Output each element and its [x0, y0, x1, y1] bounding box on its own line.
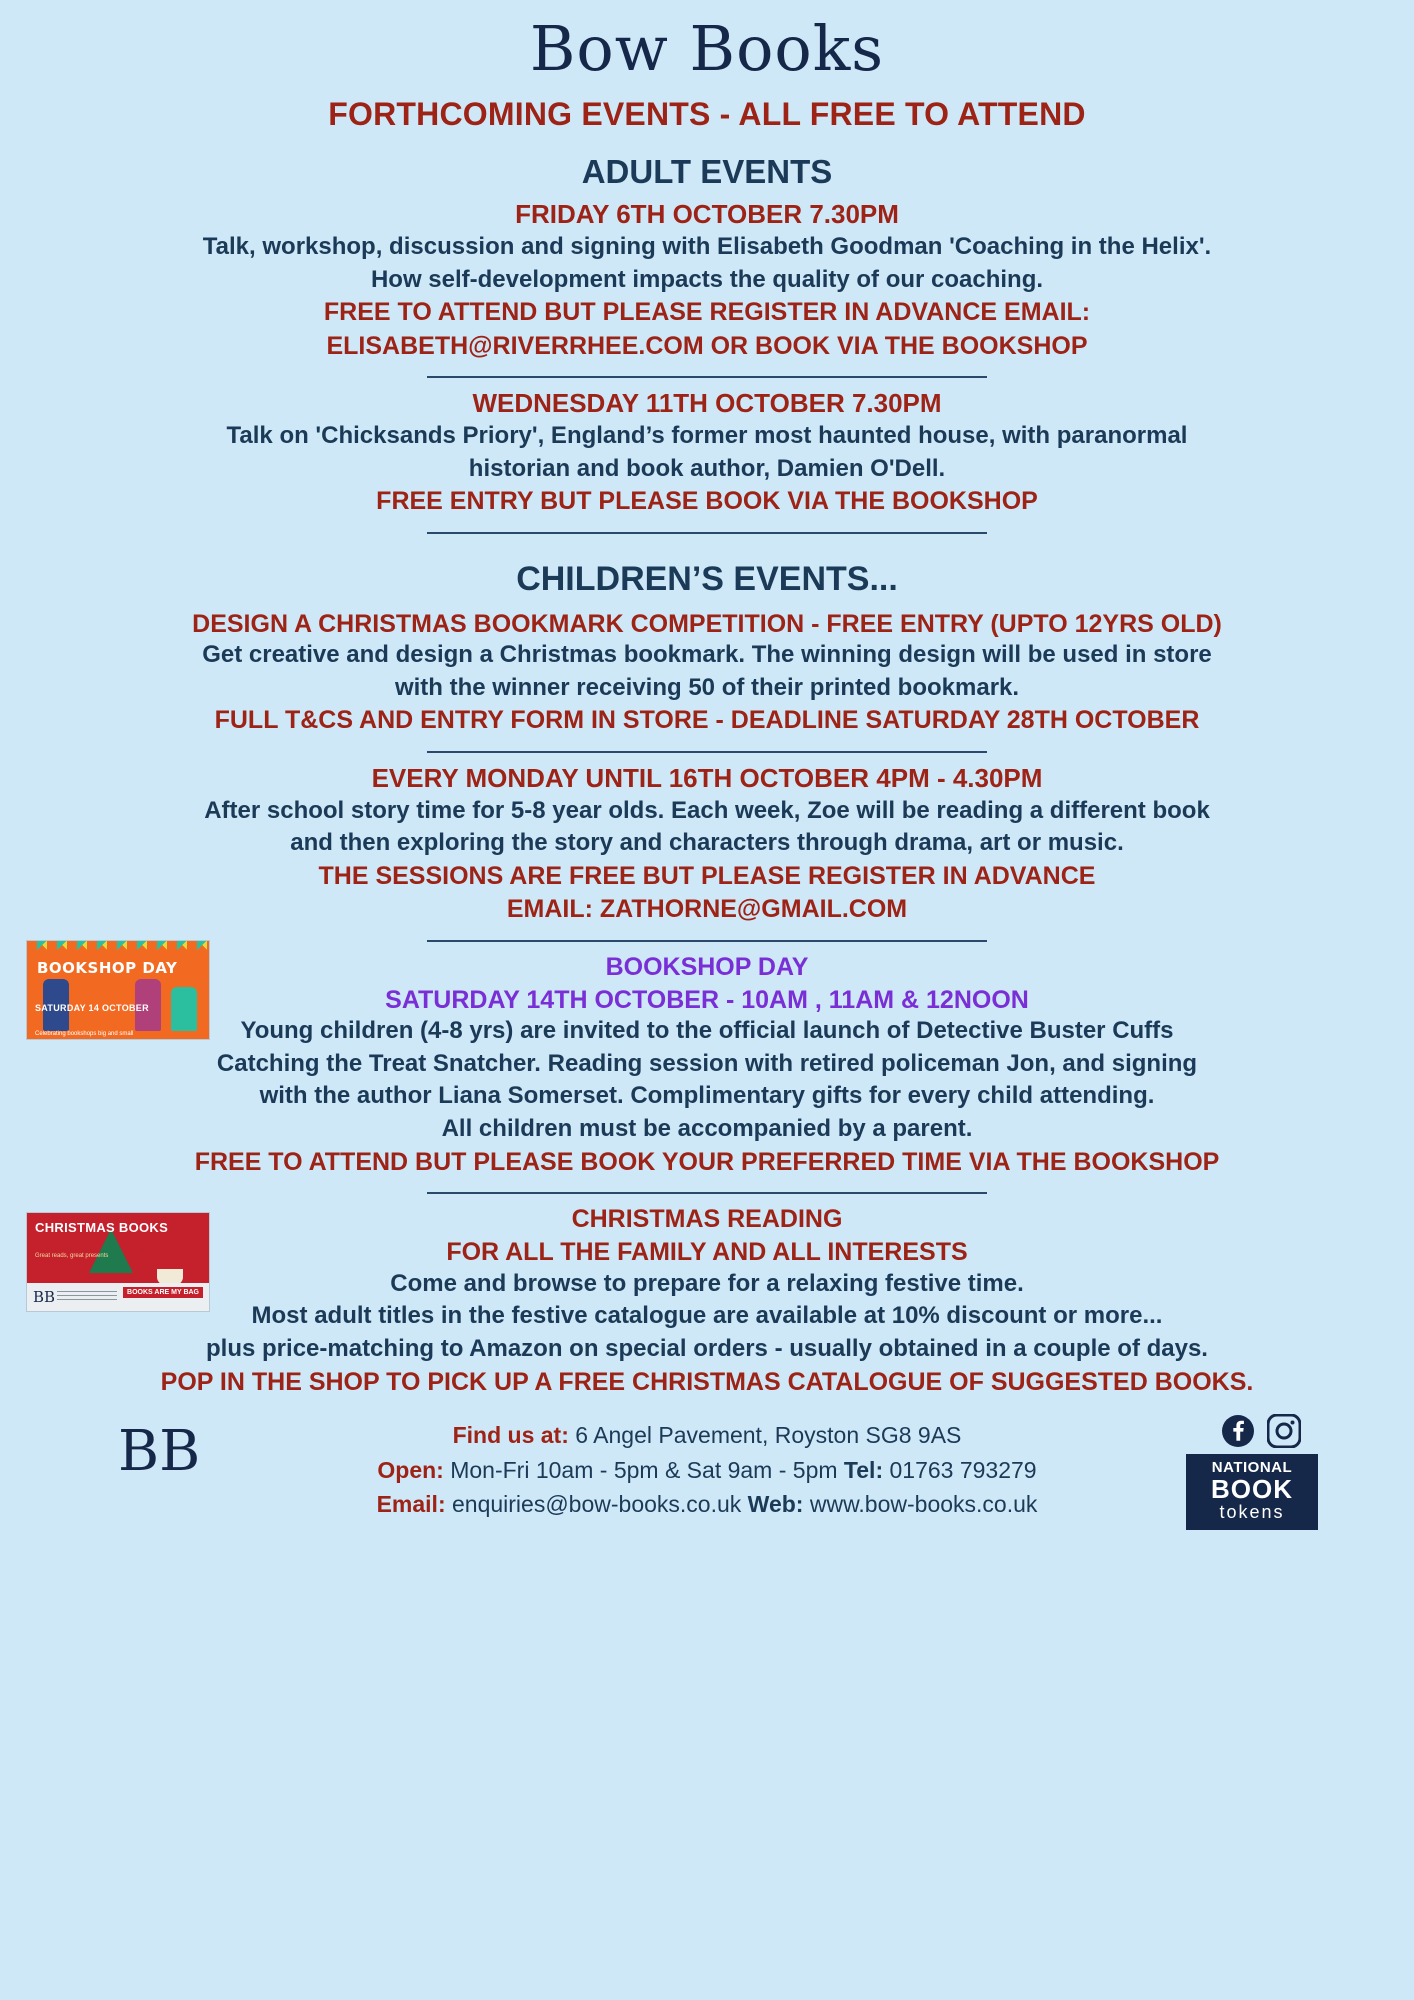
event-description-line: with the winner receiving 50 of their printed bookmark. — [394, 673, 1020, 701]
event-description-line: Get creative and design a Christmas bookmark. The winning design will be used in store — [202, 640, 1212, 668]
event-note-line: THE SESSIONS ARE FREE BUT PLEASE REGISTER IN ADVANCE — [318, 862, 1096, 890]
instagram-icon[interactable] — [1267, 1414, 1301, 1448]
open-label: Open: — [377, 1456, 444, 1483]
footer — [22, 1414, 1392, 1564]
children-event-story-time — [22, 763, 1392, 926]
divider — [427, 532, 987, 534]
footer-address-row — [222, 1418, 1192, 1453]
page-headline: FORTHCOMING EVENTS - ALL FREE TO ATTEND — [328, 96, 1086, 132]
event-description-line: historian and book author, Damien O'Dell. — [468, 454, 946, 482]
event-date: SATURDAY 14TH OCTOBER - 10AM , 11AM & 12NOON — [385, 985, 1029, 1014]
tel-label: Tel: — [843, 1456, 884, 1483]
children-event-bookmark-competition — [22, 609, 1392, 737]
event-date: FRIDAY 6TH OCTOBER 7.30PM — [515, 199, 899, 229]
brand-logo — [22, 10, 1392, 85]
event-description-line: with the author Liana Somerset. Complimentary gifts for every child attending. — [259, 1082, 1155, 1110]
nbt-line-2: BOOK — [1211, 1473, 1293, 1504]
poster-date: SATURDAY 14 OCTOBER — [35, 1002, 149, 1013]
event-description-line: Talk, workshop, discussion and signing with Elisabeth Goodman 'Coaching in the Helix'. — [202, 233, 1212, 260]
event-description-line: Catching the Treat Snatcher. Reading session with retired policeman Jon, and signing — [216, 1049, 1198, 1077]
poster-title: BOOKSHOP DAY — [37, 958, 178, 977]
catalogue-title: CHRISTMAS BOOKS — [35, 1220, 169, 1236]
footer-socials — [1186, 1414, 1336, 1530]
event-note-line: FREE ENTRY BUT PLEASE BOOK VIA THE BOOKSHOP — [376, 487, 1038, 516]
bookshop-day-poster-image — [26, 940, 210, 1040]
event-note-line: FULL T&CS AND ENTRY FORM IN STORE - DEADLINE SATURDAY 28TH OCTOBER — [214, 706, 1200, 735]
catalogue-footer-strip — [27, 1283, 209, 1311]
event-heading: DESIGN A CHRISTMAS BOOKMARK COMPETITION - FREE ENTRY (UPTO 12YRS OLD) — [192, 609, 1222, 638]
adult-event-1 — [22, 199, 1392, 362]
event-description-line: After school story time for 5-8 year olds. Each week, Zoe will be reading a different book — [204, 796, 1210, 824]
event-date: EVERY MONDAY UNTIL 16TH OCTOBER 4PM - 4.30PM — [371, 762, 1043, 793]
social-icons-row — [1186, 1414, 1336, 1448]
event-description-line: Young children (4-8 yrs) are invited to the official launch of Detective Buster Cuffs — [240, 1017, 1174, 1044]
christmas-heading-line: CHRISTMAS READING — [571, 1205, 843, 1234]
christmas-heading-line: FOR ALL THE FAMILY AND ALL INTERESTS — [446, 1238, 968, 1267]
event-description-line: How self-development impacts the quality of our coaching. — [370, 265, 1044, 293]
event-date: WEDNESDAY 11TH OCTOBER 7.30PM — [472, 387, 942, 418]
address-value: 6 Angel Pavement, Royston SG8 9AS — [568, 1422, 962, 1449]
figure-decoration — [171, 987, 197, 1031]
adult-event-2 — [22, 388, 1392, 518]
email-label: Email: — [376, 1491, 446, 1518]
nbt-line-1: NATIONAL — [1211, 1459, 1293, 1477]
event-description-line: All children must be accompanied by a parent. — [441, 1115, 973, 1143]
christmas-description-line: Most adult titles in the festive catalogue are available at 10% discount or more... — [251, 1302, 1163, 1330]
section-title-adult-events: ADULT EVENTS — [581, 153, 833, 190]
bow-books-monogram-icon: BB — [33, 1288, 56, 1307]
national-book-tokens-logo — [1186, 1454, 1318, 1530]
find-us-label: Find us at: — [452, 1422, 569, 1449]
event-description-line: and then exploring the story and characters through drama, art or music. — [290, 829, 1124, 857]
web-label: Web: — [747, 1491, 804, 1518]
books-are-my-bag-badge: BOOKS ARE MY BAG — [123, 1287, 203, 1298]
christmas-books-catalogue-image — [26, 1212, 210, 1312]
event-description-line: Talk on 'Chicksands Priory', England’s former most haunted house, with paranormal — [226, 421, 1188, 449]
event-note-line: ELISABETH@RIVERRHEE.COM OR BOOK VIA THE BOOKSHOP — [326, 331, 1088, 360]
children-event-bookshop-day — [22, 952, 1392, 1179]
christmas-tree-icon — [89, 1229, 133, 1273]
event-note-line: EMAIL: ZATHORNE@GMAIL.COM — [506, 895, 908, 924]
open-value: Mon-Fri 10am - 5pm & Sat 9am - 5pm — [443, 1456, 844, 1483]
divider — [427, 1192, 987, 1194]
christmas-reading-section — [22, 1204, 1392, 1398]
event-note-line: FREE TO ATTEND BUT PLEASE REGISTER IN ADVANCE EMAIL: — [323, 298, 1091, 327]
tel-value: 01763 793279 — [883, 1456, 1037, 1483]
divider — [427, 376, 987, 378]
bunting-decoration — [27, 941, 209, 957]
christmas-description-line: Come and browse to prepare for a relaxing festive time. — [390, 1269, 1024, 1297]
christmas-description-line: plus price-matching to Amazon on special orders - usually obtained in a couple of days. — [206, 1335, 1208, 1363]
footer-hours-row — [222, 1453, 1192, 1488]
footer-monogram-icon: BB — [118, 1419, 201, 1485]
email-value[interactable]: enquiries@bow-books.co.uk — [445, 1491, 748, 1518]
poster-footer: Celebrating bookshops big and small — [35, 1030, 134, 1037]
event-note-line: FREE TO ATTEND BUT PLEASE BOOK YOUR PREFERRED TIME VIA THE BOOKSHOP — [194, 1147, 1220, 1176]
footer-web-row — [222, 1487, 1192, 1522]
event-heading: BOOKSHOP DAY — [605, 952, 809, 981]
facebook-icon[interactable] — [1221, 1414, 1255, 1448]
section-title-children-events: CHILDREN’S EVENTS... — [516, 559, 898, 598]
text-lines-decoration — [57, 1291, 117, 1303]
brand-logo-text: Bow Books — [529, 12, 885, 85]
catalogue-subtitle: Great reads, great presents — [35, 1253, 109, 1260]
christmas-note-line: POP IN THE SHOP TO PICK UP A FREE CHRISTMAS CATALOGUE OF SUGGESTED BOOKS. — [160, 1367, 1254, 1396]
web-value[interactable]: www.bow-books.co.uk — [803, 1491, 1038, 1518]
divider — [427, 751, 987, 753]
nbt-line-3: tokens — [1219, 1502, 1285, 1523]
divider — [427, 940, 987, 942]
